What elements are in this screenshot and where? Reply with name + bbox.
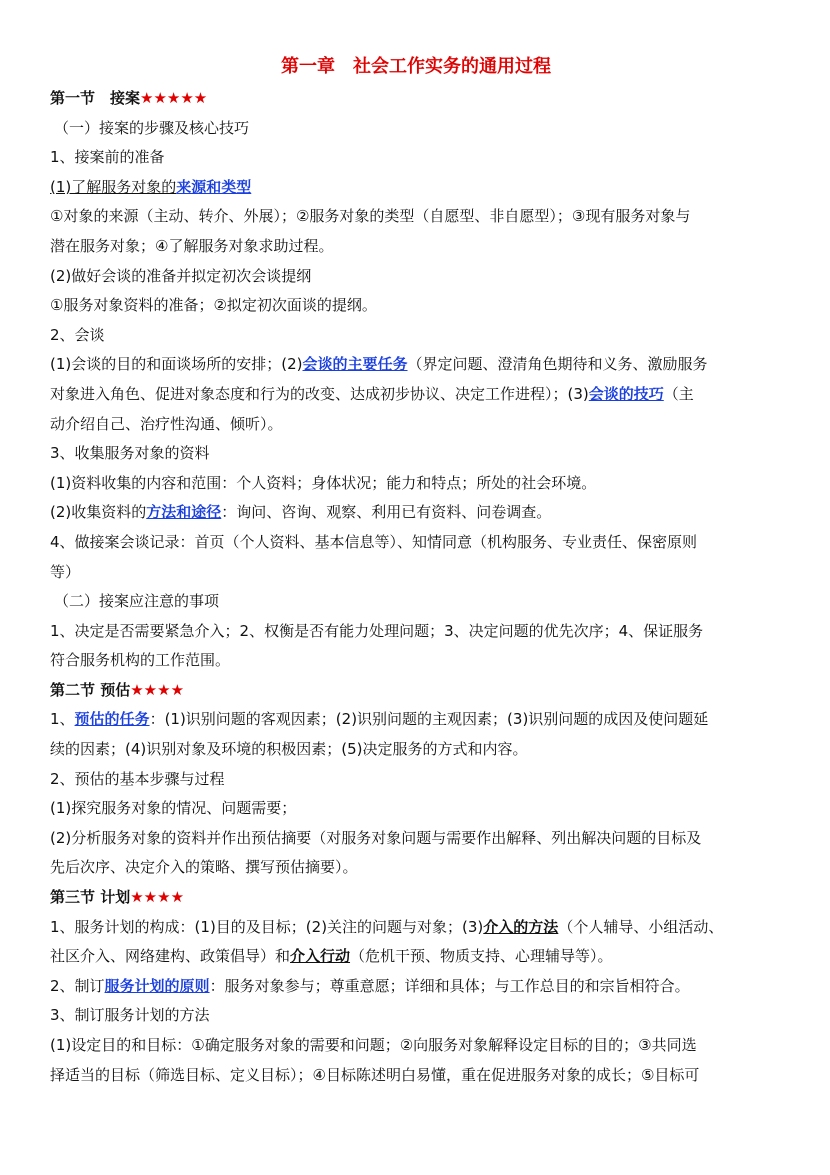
paragraph: 先后次序、决定介入的策略、撰写预估摘要）。 bbox=[50, 858, 358, 877]
text: (1)会谈的目的和面谈场所的安排；(2) bbox=[50, 355, 303, 374]
keyword-link: 方法和途径 bbox=[146, 503, 222, 522]
paragraph: 择适当的目标（筛选目标、定义目标）；④目标陈述明白易懂，重在促进服务对象的成长；⑤目标可 bbox=[50, 1065, 700, 1084]
paragraph: 续的因素；(4)识别对象及环境的积极因素；(5)决定服务的方式和内容。 bbox=[50, 740, 528, 759]
paragraph bbox=[50, 498, 782, 528]
paragraph: 等） bbox=[50, 562, 81, 581]
paragraph bbox=[50, 972, 782, 1002]
paragraph: 3、收集服务对象的资料 bbox=[50, 444, 210, 463]
paragraph: 动介绍自己、治疗性沟通、倾听）。 bbox=[50, 414, 283, 433]
bold-underlined-term: 介入的方法 bbox=[483, 917, 559, 936]
paragraph: 1、决定是否需要紧急介入；2、权衡是否有能力处理问题；3、决定问题的优先次序；4、保证服务 bbox=[50, 621, 704, 640]
paragraph bbox=[50, 173, 782, 203]
paragraph: 4、做接案会谈记录：首页（个人资料、基本信息等）、知情同意（机构服务、专业责任、保密原则 bbox=[50, 532, 698, 551]
paragraph: ①服务对象资料的准备；②拟定初次面谈的提纲。 bbox=[50, 296, 377, 315]
paragraph: ①对象的来源（主动、转介、外展）；②服务对象的类型（自愿型、非自愿型）；③现有服务对象与 bbox=[50, 207, 691, 226]
paragraph: （二）接案应注意的事项 bbox=[54, 592, 220, 611]
section-heading-plan bbox=[50, 883, 782, 913]
section-heading-text: 第一节 接案 bbox=[50, 89, 141, 107]
text: 1、 bbox=[50, 710, 75, 729]
keyword-link: 服务计划的原则 bbox=[104, 976, 210, 995]
text: （主 bbox=[663, 384, 694, 403]
text: （危机干预、物质支持、心理辅导等）。 bbox=[350, 947, 613, 966]
keyword-link: 会谈的主要任务 bbox=[302, 355, 408, 374]
star-rating: ★★★★ bbox=[130, 888, 185, 907]
document-page bbox=[50, 52, 782, 1090]
keyword-link: 预估的任务 bbox=[74, 710, 150, 729]
text: ：(1)识别问题的客观因素；(2)识别问题的主观因素；(3)识别问题的成因及使问题延 bbox=[149, 710, 709, 729]
text: (2)收集资料的 bbox=[50, 503, 147, 522]
paragraph: 3、制订服务计划的方法 bbox=[50, 1006, 210, 1025]
bold-underlined-term: 介入行动 bbox=[290, 947, 351, 966]
keyword-link: 会谈的技巧 bbox=[588, 384, 664, 403]
text: ：询问、咨询、观察、利用已有资料、问卷调查。 bbox=[221, 503, 552, 522]
text: 社区介入、网络建构、政策倡导）和 bbox=[50, 947, 291, 966]
text: （界定问题、澄清角色期待和义务、激励服务 bbox=[407, 355, 708, 374]
paragraph: 2、会谈 bbox=[50, 325, 105, 344]
paragraph bbox=[50, 942, 782, 972]
paragraph bbox=[50, 705, 782, 735]
paragraph: (2)做好会谈的准备并拟定初次会谈提纲 bbox=[50, 266, 312, 285]
chapter-title: 第一章 社会工作实务的通用过程 bbox=[281, 56, 551, 77]
paragraph bbox=[50, 350, 782, 380]
paragraph: （一）接案的步骤及核心技巧 bbox=[54, 118, 250, 137]
text: ：服务对象参与；尊重意愿；详细和具体；与工作总目的和宗旨相符合。 bbox=[209, 976, 690, 995]
section-heading-text: 第三节 计划 bbox=[50, 888, 131, 907]
section-heading-assessment bbox=[50, 676, 782, 706]
paragraph bbox=[50, 380, 782, 410]
paragraph: (1)探究服务对象的情况、问题需要； bbox=[50, 799, 297, 818]
star-rating: ★★★★★ bbox=[140, 89, 208, 107]
text: （个人辅导、小组活动、 bbox=[558, 917, 724, 936]
paragraph bbox=[50, 913, 782, 943]
paragraph: 潜在服务对象；④了解服务对象求助过程。 bbox=[50, 236, 334, 255]
paragraph: 符合服务机构的工作范围。 bbox=[50, 651, 231, 670]
section-heading-intake bbox=[50, 84, 782, 114]
star-rating: ★★★★ bbox=[130, 680, 185, 699]
paragraph: (2)分析服务对象的资料并作出预估摘要（对服务对象问题与需要作出解释、列出解决问题的目标及 bbox=[50, 828, 702, 847]
keyword-link: 来源和类型 bbox=[176, 177, 252, 196]
text: 2、制订 bbox=[50, 976, 105, 995]
paragraph: 2、预估的基本步骤与过程 bbox=[50, 769, 225, 788]
paragraph: (1)资料收集的内容和范围：个人资料；身体状况；能力和特点；所处的社会环境。 bbox=[50, 473, 597, 492]
underlined-text: (1)了解服务对象的 bbox=[50, 177, 177, 196]
paragraph: 1、接案前的准备 bbox=[50, 148, 165, 167]
text: 1、服务计划的构成：(1)目的及目标；(2)关注的问题与对象；(3) bbox=[50, 917, 484, 936]
section-heading-text: 第二节 预估 bbox=[50, 680, 131, 699]
text: 对象进入角色、促进对象态度和行为的改变、达成初步协议、决定工作进程）；(3) bbox=[50, 384, 589, 403]
paragraph: (1)设定目的和目标：①确定服务对象的需要和问题；②向服务对象解释设定目标的目的；③共同选 bbox=[50, 1036, 697, 1054]
